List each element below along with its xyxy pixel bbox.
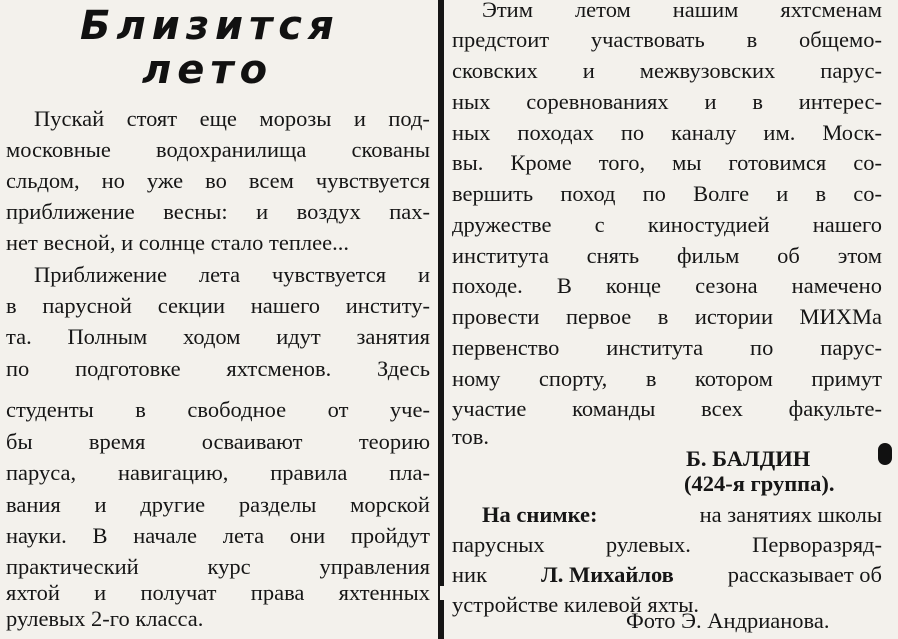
- author-name: Б. БАЛДИН: [686, 446, 811, 471]
- left-text-line: московные водохранилища скованы: [6, 137, 430, 162]
- ink-blot: [878, 443, 892, 465]
- caption-person-name: Л. Михайлов: [540, 562, 674, 587]
- author-group: (424-я группа).: [684, 471, 835, 496]
- left-text-line: Приближение лета чувствуется и: [34, 262, 430, 287]
- left-text-line: студенты в свободное от уче-: [6, 397, 430, 422]
- headline-line-1: Близится: [80, 3, 340, 49]
- right-text-line: первенство института по парус-: [452, 335, 882, 360]
- right-column: [446, 0, 898, 639]
- right-text-line: провести первое в истории МИХМа: [452, 304, 882, 329]
- right-text-line: сковских и межвузовских парус-: [452, 58, 882, 83]
- left-text-line: Пускай стоят еще морозы и под-: [34, 106, 430, 131]
- headline: [80, 4, 340, 92]
- right-text-line: участие команды всех факульте-: [452, 396, 882, 421]
- caption-label: На снимке:: [482, 502, 598, 527]
- divider-notch: [440, 586, 444, 600]
- left-text-line: в парусной секции нашего институ-: [6, 293, 430, 318]
- right-text-line: Этим летом нашим яхтсменам: [482, 0, 882, 22]
- left-text-line: сльдом, но уже во всем чувствуется: [6, 168, 430, 193]
- right-text-line: предстоит участвовать в общемо-: [452, 27, 882, 52]
- photo-caption-line: парусных рулевых. Перворазряд-: [452, 532, 882, 557]
- right-text-line: ных походах по каналу им. Моск-: [452, 120, 882, 145]
- right-text-line: ных соревнованиях и в интерес-: [452, 89, 882, 114]
- right-text-line: дружестве с киностудией нашего: [452, 212, 882, 237]
- left-text-line: приближение весны: и воздух пах-: [6, 199, 430, 224]
- right-text-line: института снять фильм об этом: [452, 243, 882, 268]
- right-text-line: тов.: [452, 424, 490, 449]
- left-text-line: рулевых 2-го класса.: [6, 606, 204, 631]
- photo-caption-line: ник Л. Михайлов рассказывает об: [452, 560, 882, 590]
- right-text-line: вершить поход по Волге и в со-: [452, 181, 882, 206]
- right-text-line: ному спорту, в котором примут: [452, 366, 882, 391]
- left-text-line: бы время осваивают теорию: [6, 429, 430, 454]
- photo-credit: Фото Э. Андрианова.: [626, 608, 830, 633]
- right-text-line: вы. Кроме того, мы готовимся со-: [452, 150, 882, 175]
- left-text-line: вания и другие разделы морской: [6, 492, 430, 517]
- left-text-line: нет весной, и солнце стало теплее...: [6, 230, 349, 255]
- left-text-line: науки. В начале лета они пройдут: [6, 523, 430, 548]
- photo-caption-line: устройстве килевой яхты.: [452, 592, 699, 617]
- left-text-line: паруса, навигацию, правила пла-: [6, 460, 430, 485]
- headline-line-2: лето: [142, 47, 274, 93]
- right-text-line: походе. В конце сезона намечено: [452, 273, 882, 298]
- left-text-line: та. Полным ходом идут занятия: [6, 324, 430, 349]
- photo-caption-line: На снимке: на занятиях школы: [482, 500, 882, 530]
- left-text-line: по подготовке яхтсменов. Здесь: [6, 356, 430, 381]
- left-column: [0, 0, 442, 639]
- column-divider: [438, 0, 444, 639]
- left-text-line: яхтой и получат права яхтенных: [6, 580, 430, 605]
- left-text-line: практический курс управления: [6, 554, 430, 579]
